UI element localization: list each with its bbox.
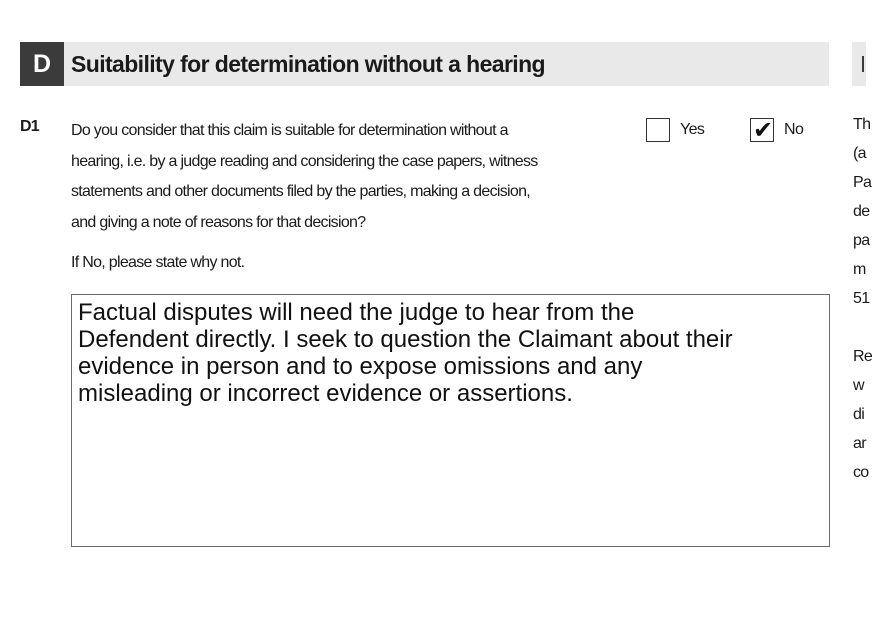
yes-checkbox[interactable]: [646, 118, 670, 142]
fragment-line: de: [853, 203, 870, 220]
yes-label: Yes: [680, 121, 705, 138]
no-label: No: [784, 121, 804, 138]
fragment-line: pa: [853, 232, 870, 249]
no-checkbox[interactable]: [750, 118, 774, 142]
fragment-line: w: [853, 377, 864, 394]
next-column-text-fragments: [853, 116, 872, 496]
fragment-line: di: [853, 406, 865, 423]
next-column-header-letter-fragment: [862, 56, 864, 72]
question-text-line: and giving a note of reasons for that decision?: [71, 213, 366, 231]
section-letter-badge: D: [20, 42, 64, 86]
followup-prompt: If No, please state why not.: [71, 254, 245, 271]
answer-line: misleading or incorrect evidence or assertions.: [78, 380, 573, 407]
no-check-mark-icon: ✔: [753, 116, 774, 144]
fragment-line: m: [853, 261, 866, 278]
question-number: D1: [20, 118, 39, 135]
answer-line: Defendent directly. I seek to question the Claimant about their: [78, 326, 733, 353]
answer-line: evidence in person and to expose omissions and any: [78, 353, 643, 380]
question-text-line: statements and other documents filed by the parties, making a decision,: [71, 183, 531, 200]
section-title: Suitability for determination without a hearing: [71, 51, 545, 77]
option-no[interactable]: [750, 117, 803, 143]
answer-text: [78, 299, 733, 407]
option-yes[interactable]: [646, 117, 704, 143]
fragment-line: Th: [853, 116, 871, 133]
fragment-line: co: [853, 464, 869, 481]
next-column-header: [852, 42, 866, 86]
fragment-line: Re: [853, 348, 872, 365]
fragment-line: 51: [853, 290, 870, 307]
answer-line: Factual disputes will need the judge to hear from the: [78, 299, 635, 326]
question-text: [71, 116, 631, 238]
question-text-line: hearing, i.e. by a judge reading and considering the case papers, witness: [71, 152, 538, 170]
question-text-line: Do you consider that this claim is suitable for determination without a: [71, 122, 508, 139]
fragment-line: ar: [853, 435, 866, 452]
fragment-line: (a: [853, 145, 866, 162]
fragment-line: Pa: [853, 174, 872, 191]
answer-textarea[interactable]: [71, 294, 830, 547]
section-header: [20, 42, 829, 86]
